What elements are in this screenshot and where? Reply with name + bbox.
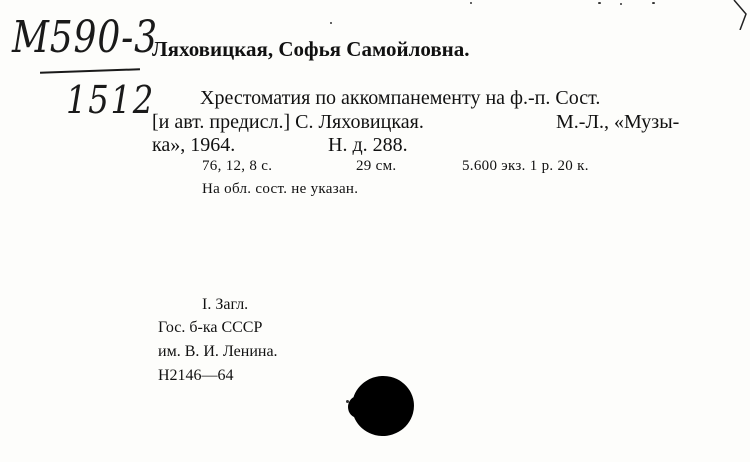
call-number-underline	[40, 68, 140, 73]
card-corner-mark	[730, 0, 750, 30]
dust-speck	[470, 2, 472, 4]
dust-speck	[330, 22, 332, 24]
tracing-title: I. Загл.	[202, 296, 249, 313]
title-line-2: [и авт. предисл.] С. Ляховицкая.	[152, 111, 424, 133]
print-run-price: 5.600 экз. 1 р. 20 к.	[462, 158, 589, 174]
dimensions: 29 см.	[356, 158, 397, 174]
library-name-cont: им. В. И. Ленина.	[158, 343, 278, 360]
library-name: Гос. б-ка СССР	[158, 319, 263, 336]
card-number: Н2146—64	[158, 367, 234, 384]
imprint-place: М.-Л., «Музы-	[556, 111, 680, 133]
call-number-top: М590-3	[12, 12, 158, 63]
title-line-1: Хрестоматия по аккомпанементу на ф.-п. Сост.	[200, 87, 601, 109]
imprint-number: Н. д. 288.	[328, 134, 408, 156]
punch-hole-edge	[348, 396, 368, 418]
dust-speck	[598, 2, 601, 4]
dust-speck	[346, 400, 349, 403]
dust-speck	[652, 2, 655, 4]
pagination: 76, 12, 8 с.	[202, 158, 273, 174]
imprint-line-3: ка», 1964.	[152, 134, 236, 156]
dust-speck	[620, 3, 622, 5]
call-number-bottom: 1512	[66, 78, 156, 122]
author-heading: Ляховицкая, Софья Самойловна.	[152, 37, 470, 61]
note: На обл. сост. не указан.	[202, 181, 359, 197]
